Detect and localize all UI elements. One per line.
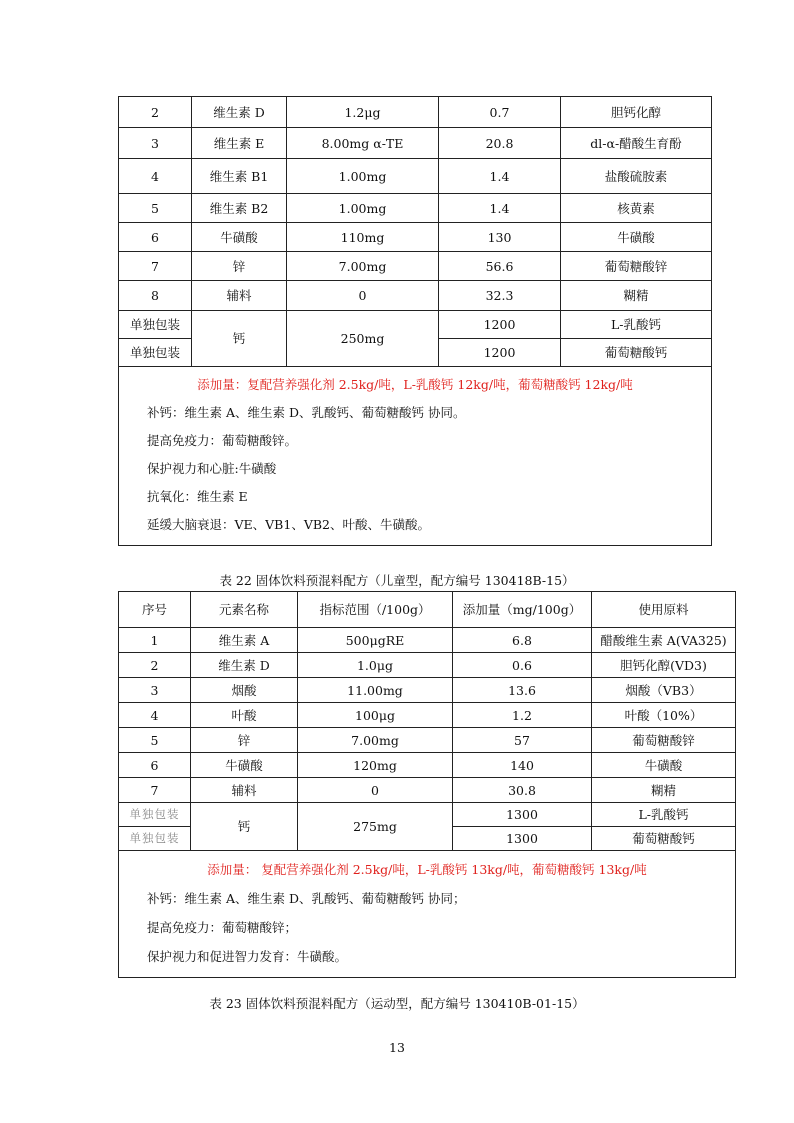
- table-cell: 1.0μg: [298, 653, 453, 678]
- table-cell: 核黄素: [561, 194, 712, 223]
- material-name: 葡萄糖酸钙: [592, 827, 736, 851]
- notes-row: [119, 367, 712, 546]
- amount-value: 1300: [453, 827, 592, 851]
- table-cell: 30.8: [453, 778, 592, 803]
- table-row: [119, 628, 736, 653]
- table-row: [119, 97, 712, 128]
- table-row: [119, 653, 736, 678]
- table-row: [119, 252, 712, 281]
- table-cell: 5: [119, 728, 191, 753]
- table-caption: 表 22 固体饮料预混料配方（儿童型，配方编号 130418B-15）: [219, 573, 575, 588]
- table-caption: 表 23 固体饮料预混料配方（运动型，配方编号 130410B-01-15）: [209, 996, 585, 1011]
- table-cell: 维生素 E: [192, 128, 287, 159]
- table-row: [119, 194, 712, 223]
- notes-cell: [119, 851, 736, 978]
- separate-pack-label: 单独包装: [119, 311, 192, 339]
- table-row-separate-pack: [119, 311, 712, 339]
- material-name: 葡萄糖酸钙: [561, 339, 712, 367]
- table-cell: 110mg: [287, 223, 439, 252]
- note-line: 保护视力和心脏:牛磺酸: [147, 461, 277, 476]
- table-cell: 2: [119, 653, 191, 678]
- table-cell: 维生素 B2: [192, 194, 287, 223]
- note-line: 抗氧化：维生素 E: [147, 489, 248, 504]
- table-cell: 1.2μg: [287, 97, 439, 128]
- table-cell: 2: [119, 97, 192, 128]
- table-cell: 叶酸（10%）: [592, 703, 736, 728]
- table-body: [119, 97, 712, 546]
- table-cell: 葡萄糖酸锌: [592, 728, 736, 753]
- table-cell: 4: [119, 703, 191, 728]
- table-cell: 56.6: [439, 252, 561, 281]
- table-cell: 100μg: [298, 703, 453, 728]
- table-header-row: [119, 592, 736, 628]
- table-cell: dl-α-醋酸生育酚: [561, 128, 712, 159]
- table-cell: 糊精: [592, 778, 736, 803]
- formula-table-children: [118, 591, 736, 978]
- element-name: 钙: [192, 311, 287, 367]
- table-row: [119, 778, 736, 803]
- table-cell: 糊精: [561, 281, 712, 311]
- table-cell: 11.00mg: [298, 678, 453, 703]
- table-cell: 牛磺酸: [191, 753, 298, 778]
- note-line: 提高免疫力：葡萄糖酸锌；: [147, 920, 298, 935]
- table-cell: 叶酸: [191, 703, 298, 728]
- table-cell: 20.8: [439, 128, 561, 159]
- dosage-note: 添加量： 复配营养强化剂 2.5kg/吨，L-乳酸钙 13kg/吨，葡萄糖酸钙 13kg/吨: [207, 862, 647, 877]
- element-name: 钙: [191, 803, 298, 851]
- page-number: 13: [389, 1040, 405, 1055]
- table-cell: 7.00mg: [298, 728, 453, 753]
- column-header: 使用原料: [592, 592, 736, 628]
- table-row: [119, 728, 736, 753]
- table-cell: 6: [119, 753, 191, 778]
- material-name: L-乳酸钙: [561, 311, 712, 339]
- table-cell: 维生素 D: [191, 653, 298, 678]
- table-cell: 8.00mg α-TE: [287, 128, 439, 159]
- table-cell: 7: [119, 252, 192, 281]
- table-cell: 1: [119, 628, 191, 653]
- table-cell: 葡萄糖酸锌: [561, 252, 712, 281]
- table-cell: 4: [119, 159, 192, 194]
- separate-pack-label: 单独包装: [119, 339, 192, 367]
- amount-value: 1200: [439, 339, 561, 367]
- table-row: [119, 223, 712, 252]
- table-cell: 1.00mg: [287, 194, 439, 223]
- table-cell: 8: [119, 281, 192, 311]
- table-cell: 1.2: [453, 703, 592, 728]
- table-cell: 牛磺酸: [192, 223, 287, 252]
- table-cell: 140: [453, 753, 592, 778]
- table-cell: 0.7: [439, 97, 561, 128]
- table-row: [119, 128, 712, 159]
- table-cell: 盐酸硫胺素: [561, 159, 712, 194]
- table-cell: 维生素 D: [192, 97, 287, 128]
- separate-pack-label: 单独包装: [119, 827, 191, 851]
- table-row: [119, 753, 736, 778]
- note-line: 提高免疫力：葡萄糖酸锌。: [147, 433, 298, 448]
- separate-pack-label: 单独包装: [119, 803, 191, 827]
- table-cell: 5: [119, 194, 192, 223]
- table-cell: 维生素 B1: [192, 159, 287, 194]
- table-cell: 牛磺酸: [592, 753, 736, 778]
- notes-row: [119, 851, 736, 978]
- table-cell: 牛磺酸: [561, 223, 712, 252]
- table-cell: 0: [287, 281, 439, 311]
- table-cell: 0: [298, 778, 453, 803]
- note-line: 保护视力和促进智力发育：牛磺酸。: [147, 949, 348, 964]
- table-cell: 烟酸: [191, 678, 298, 703]
- column-header: 元素名称: [191, 592, 298, 628]
- table-cell: 胆钙化醇: [561, 97, 712, 128]
- table-cell: 辅料: [191, 778, 298, 803]
- table-row: [119, 281, 712, 311]
- table-cell: 1.4: [439, 194, 561, 223]
- table-cell: 胆钙化醇(VD3): [592, 653, 736, 678]
- table-cell: 7: [119, 778, 191, 803]
- table-body: [119, 592, 736, 978]
- table-cell: 57: [453, 728, 592, 753]
- table-cell: 3: [119, 128, 192, 159]
- table-cell: 7.00mg: [287, 252, 439, 281]
- table-cell: 6: [119, 223, 192, 252]
- column-header: 添加量（mg/100g）: [453, 592, 592, 628]
- table-cell: 6.8: [453, 628, 592, 653]
- column-header: 序号: [119, 592, 191, 628]
- table-cell: 500μgRE: [298, 628, 453, 653]
- table-cell: 维生素 A: [191, 628, 298, 653]
- table-row: [119, 703, 736, 728]
- note-line: 延缓大脑衰退：VE、VB1、VB2、叶酸、牛磺酸。: [147, 517, 430, 532]
- table-row: [119, 159, 712, 194]
- table-cell: 130: [439, 223, 561, 252]
- dosage-note: 添加量：复配营养强化剂 2.5kg/吨，L-乳酸钙 12kg/吨，葡萄糖酸钙 12kg/吨: [197, 377, 633, 392]
- column-header: 指标范围（/100g）: [298, 592, 453, 628]
- table-cell: 醋酸维生素 A(VA325): [592, 628, 736, 653]
- table-cell: 辅料: [192, 281, 287, 311]
- table-cell: 32.3: [439, 281, 561, 311]
- amount-value: 1200: [439, 311, 561, 339]
- table-cell: 3: [119, 678, 191, 703]
- table-cell: 0.6: [453, 653, 592, 678]
- amount-value: 1300: [453, 803, 592, 827]
- table-row: [119, 678, 736, 703]
- material-name: L-乳酸钙: [592, 803, 736, 827]
- note-line: 补钙：维生素 A、维生素 D、乳酸钙、葡萄糖酸钙 协同；: [147, 891, 466, 906]
- table-cell: 1.00mg: [287, 159, 439, 194]
- range-value: 250mg: [287, 311, 439, 367]
- note-line: 补钙：维生素 A、维生素 D、乳酸钙、葡萄糖酸钙 协同。: [147, 405, 466, 420]
- table-cell: 锌: [192, 252, 287, 281]
- table-row-separate-pack: [119, 803, 736, 827]
- table-cell: 120mg: [298, 753, 453, 778]
- notes-cell: [119, 367, 712, 546]
- table-cell: 1.4: [439, 159, 561, 194]
- table-cell: 烟酸（VB3）: [592, 678, 736, 703]
- table-cell: 锌: [191, 728, 298, 753]
- range-value: 275mg: [298, 803, 453, 851]
- table-cell: 13.6: [453, 678, 592, 703]
- formula-table-continued: [118, 96, 712, 546]
